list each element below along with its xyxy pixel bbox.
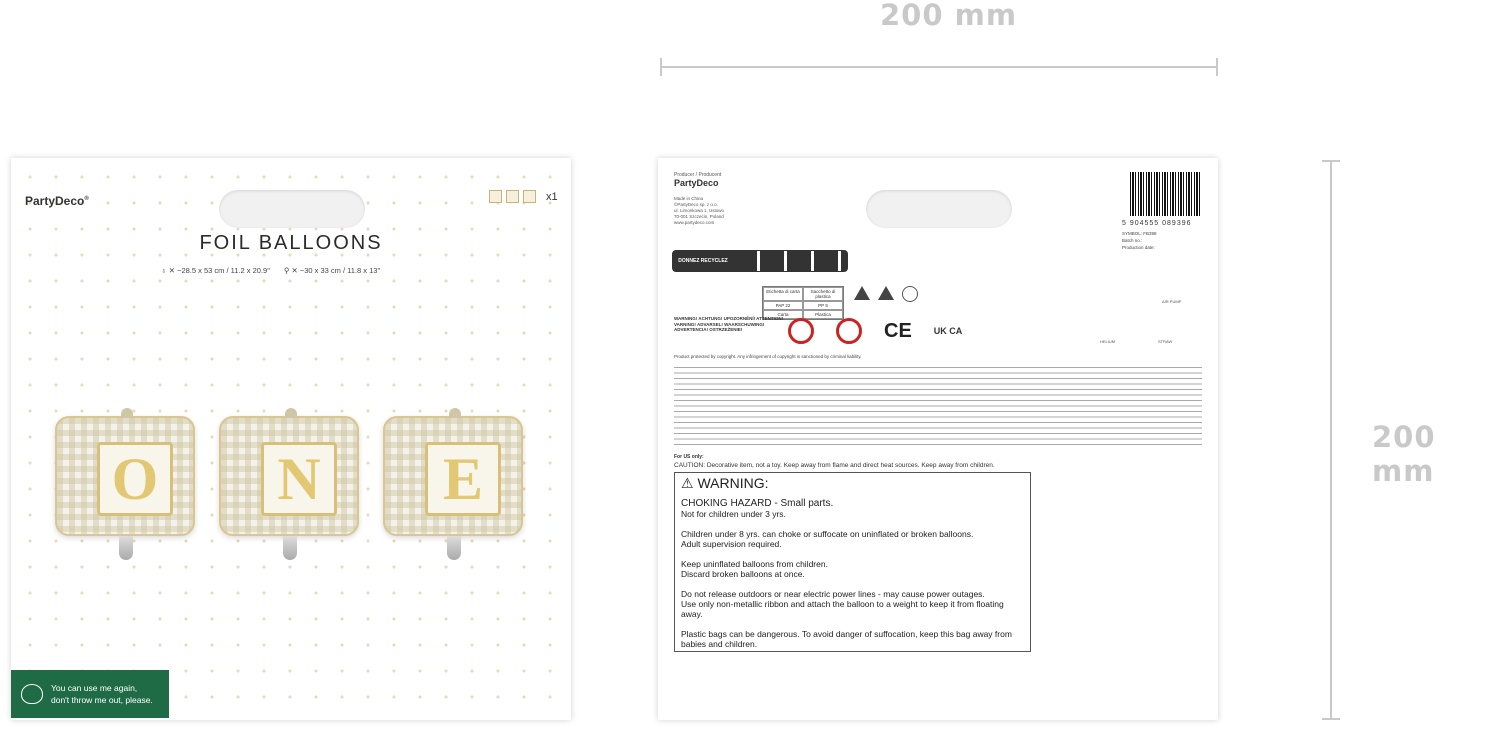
hang-hole [219,190,365,228]
quantity-label: x1 [546,190,558,203]
inflation-methods [1098,273,1198,353]
package-back [658,158,1218,720]
balloon-letter: O [111,445,159,512]
recycling-symbols [854,286,918,302]
balloon-cube-o [55,416,195,536]
barcode-number: 5 904555 089396 [1122,220,1192,227]
recycle-pp-icon [878,286,894,300]
cube-icon [523,190,536,203]
width-line [660,66,1218,68]
brand-logo: PartyDeco [674,178,719,188]
choking-hazard: CHOKING HAZARD - Small parts. [681,498,834,509]
product-title: FOIL BALLOONS [199,232,383,254]
width-tick-left [660,58,662,76]
cube-icon [489,190,502,203]
balloon-face [261,442,337,516]
balloon-valve [119,536,133,560]
balloon-cube-e [383,416,523,536]
warning-box: ⚠ WARNING: CHOKING HAZARD - Small parts. Not for children under 3 yrs. Children under 8 yrs. can choke or suffocate on uninflated or broken balloons. Adult supervision required. Keep uninflated balloons from children. Discard broken balloons at once. Do not release outdoors or near electric power lines - may cause power outages. Use only non-metallic ribbon and attach the balloon to a weight to keep it from floating away. Plastic bags can be dangerous. To avoid danger of suffocation, keep this bag away from babies and children. [674,472,1031,652]
cube-icon [506,190,519,203]
balloon-top [121,408,133,418]
balloon-valve [447,536,461,560]
batch-info: SYMBOL: FB398 Batch no.: Production date: [1122,231,1157,250]
width-label: 200 mm [880,0,1018,32]
straw-label: STRAW [1158,339,1173,344]
no-children-icon [788,318,814,344]
balloon-face [425,442,501,516]
copyright-notice: Product protected by copyright. Any infringement of copyright is sanctioned by criminal liability. [674,354,862,359]
warning-headings: WARNING! ACHTUNG! UPOZORNĚNÍ! ATTENTION! VARNING! ADVARSEL! WAARSCHUWING! ADVERTENCIA! OSTRZEŻENIE! [674,316,784,332]
safety-icons [788,318,962,344]
material-table: Etichetta di carta Sacchetto di plastica PAP 22 PP 5 Carta Plastica [762,286,844,320]
no-power-lines-icon [836,318,862,344]
balloon-valve [283,536,297,560]
multilingual-warnings [674,364,1202,448]
recycle-icons [733,251,847,271]
balloon-size-b: ⚲ ✕ ~30 x 33 cm / 11.8 x 13" [283,266,381,275]
brand-logo: PartyDeco® [25,194,89,208]
height-tick-top [1322,160,1340,162]
warning-heading: ⚠ WARNING: [681,475,769,491]
balloon-cube-n [219,416,359,536]
balloon-size-a: ♁ ✕ ~28.5 x 53 cm / 11.2 x 20.9" [161,266,270,275]
recycle-pap-icon [854,286,870,300]
ce-mark: CE [884,319,912,342]
height-line [1330,160,1332,720]
balloon-face [97,442,173,516]
recycle-loop-icon [902,286,918,302]
balloon-letter: N [277,445,321,512]
balloon-top [285,408,297,418]
height-tick-bottom [1322,718,1340,720]
producer-label: Producer / Producent [674,172,722,178]
barcode [1130,172,1202,216]
size-info [161,266,380,275]
hang-hole [866,190,1012,228]
ukca-mark: UK CA [933,325,963,336]
air-pump-label: AIR PUMP [1162,299,1182,304]
eco-text: You can use me again, don't throw me out, please. [51,683,153,705]
recycle-strip [672,250,848,272]
helium-label: HELIUM [1100,339,1116,344]
caution-text: CAUTION: Decorative item, not a toy. Keep away from flame and direct heat sources. Keep away from children. [674,462,995,469]
width-tick-right [1216,58,1218,76]
quantity-indicator [489,190,558,203]
balloon-top [449,408,461,418]
bee-icon [21,684,43,704]
us-only-label: For US only: [674,454,704,460]
eco-badge [11,670,169,718]
package-front [11,158,571,720]
balloon-letter: E [442,445,484,512]
height-label: 200 mm [1372,420,1436,488]
producer-address: Made in China ©PartyDeco sp. z o.o. ul. Limonkowa 1, Ustowo 70-001 Szczecin, Poland www.partydeco.com [674,196,725,225]
recycle-label: DONNEZ RECYCLEZ [673,251,733,271]
